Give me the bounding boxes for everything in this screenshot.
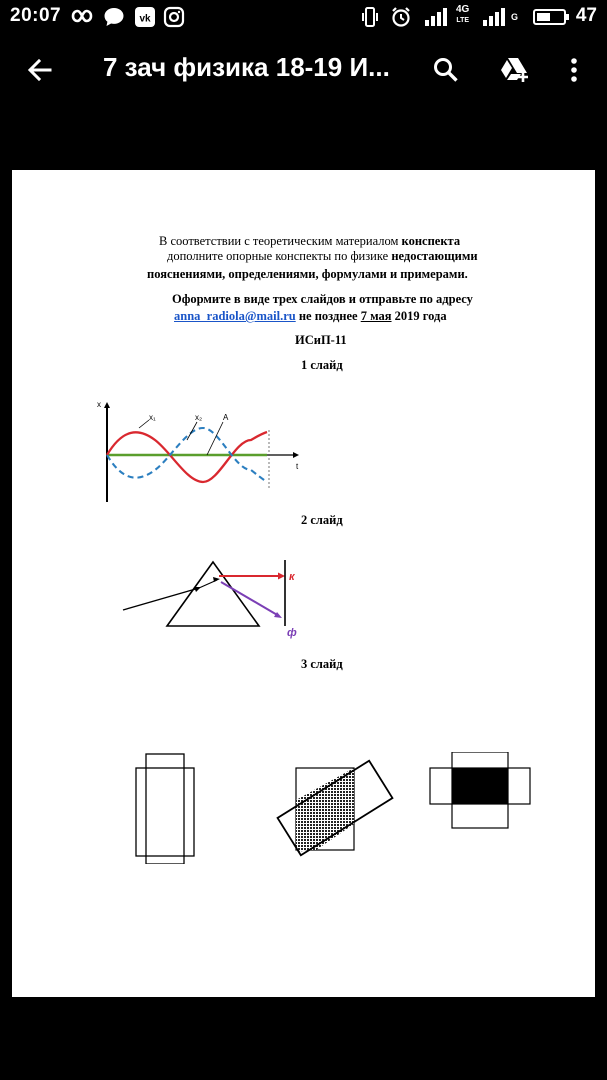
- search-icon: [432, 56, 460, 84]
- app-bar: [0, 34, 607, 106]
- back-button[interactable]: [18, 48, 62, 92]
- vk-icon: [134, 6, 156, 28]
- A-pointer: [207, 422, 223, 455]
- vibrate-icon: [360, 6, 380, 28]
- alarm-icon: [390, 6, 412, 28]
- search-button[interactable]: [424, 48, 468, 92]
- intro-line-1: В соответствии с теоретическим материалом конспекта: [159, 234, 461, 248]
- document-title: 7 зач физика 18-19 И...: [103, 52, 390, 82]
- status-bar: [0, 0, 607, 34]
- oscillation-graph: [95, 398, 305, 506]
- shape-1-overlap-rects: [136, 754, 194, 864]
- red-ray-arrow: [278, 573, 285, 580]
- A-label: A: [223, 413, 229, 422]
- battery-percent: 47: [575, 5, 597, 26]
- intro-line-2: дополните опорные конспекты по физике недостающими: [167, 249, 478, 263]
- shape-3-overlap: [452, 768, 508, 804]
- infinity-icon: [70, 6, 96, 26]
- t-axis-label: t: [296, 462, 299, 471]
- y-axis-label: x: [97, 400, 101, 409]
- x1-pointer: [139, 420, 149, 428]
- graph-t-arrow: [293, 452, 299, 458]
- svg-text:vk: vk: [139, 13, 151, 25]
- slide-2-title: 2 слайд: [301, 513, 343, 527]
- instagram-icon: [163, 6, 185, 28]
- chat-icon: [103, 6, 125, 28]
- red-label: к: [289, 571, 295, 583]
- shape-2-rotated-rects: [278, 761, 393, 856]
- prism-diagram: [117, 554, 307, 644]
- slide-3-title: 3 слайд: [301, 657, 343, 671]
- email-link[interactable]: anna_radiola@mail.ru: [174, 309, 296, 323]
- slide-3-shapes: [130, 752, 540, 864]
- shape-1-rect-a: [136, 768, 194, 856]
- send-line-1: Оформите в виде трех слайдов и отправьте по адресу: [172, 292, 473, 306]
- violet-label: ф: [287, 627, 297, 639]
- shape-3-cross-rects: [430, 752, 530, 828]
- document-page: [12, 170, 595, 997]
- send-line-2: anna_radiola@mail.ru не позднее 7 мая 2019 года: [174, 309, 447, 323]
- graph-y-arrow: [104, 402, 110, 408]
- battery-icon: [533, 8, 571, 26]
- add-to-drive-button[interactable]: [493, 48, 537, 92]
- back-arrow-icon: [26, 56, 54, 84]
- drive-add-icon: [499, 56, 531, 84]
- signal-1-icon: [423, 6, 451, 28]
- prism: [167, 562, 259, 626]
- group-label: ИСиП-11: [295, 333, 347, 347]
- x1-label: x₁: [149, 413, 156, 422]
- signal-2-icon: [481, 6, 509, 28]
- network-type-2: G: [511, 12, 519, 22]
- slide-1-title: 1 слайд: [301, 358, 343, 372]
- more-options-button[interactable]: [552, 48, 596, 92]
- more-vert-icon: [569, 56, 579, 84]
- intro-line-3: пояснениями, определениями, формулами и примерами.: [147, 267, 468, 281]
- network-type-1: 4G LTE: [456, 4, 470, 24]
- x2-label: x₂: [195, 413, 203, 422]
- status-time: 20:07: [10, 5, 62, 26]
